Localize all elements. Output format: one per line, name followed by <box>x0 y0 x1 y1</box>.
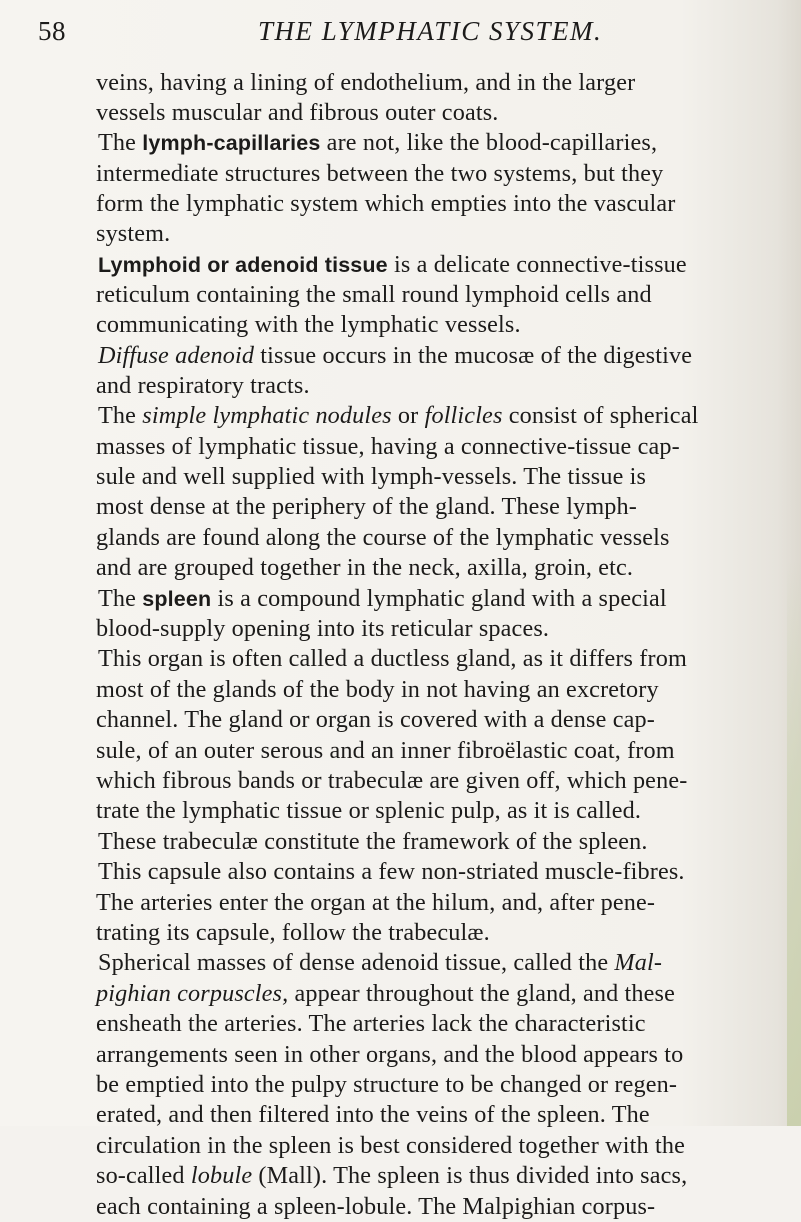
text-run: These trabeculæ constitute the framework of the spleen. <box>98 828 648 855</box>
text-line <box>96 492 637 522</box>
text-line <box>96 310 521 340</box>
text-run: appear throughout the gland, and these <box>288 980 675 1007</box>
text-run: which fibrous bands or trabeculæ are given off, which pene- <box>96 767 688 794</box>
text-run: The arteries enter the organ at the hilum, and, after pene- <box>96 889 656 916</box>
text-run: sule and well supplied with lymph-vessels. The tissue is <box>96 463 647 490</box>
text-line <box>96 371 310 401</box>
text-run: masses of lymphatic tissue, having a connective-tissue cap- <box>96 433 680 460</box>
text-line <box>96 159 663 189</box>
italic-term: pighian corpuscles, <box>96 980 289 1007</box>
text-line <box>98 128 657 158</box>
text-run: and are grouped together in the neck, axilla, groin, etc. <box>96 554 634 581</box>
text-run: or <box>391 402 425 429</box>
bold-term: spleen <box>142 587 212 611</box>
page-number: 58 <box>38 16 66 46</box>
text-run: This organ is often called a ductless gland, as it differs from <box>98 645 687 672</box>
text-run: so-called <box>96 1162 191 1189</box>
text-run: The <box>98 585 143 612</box>
text-run: each containing a spleen-lobule. The Malpighian corpus- <box>96 1193 656 1220</box>
text-line <box>98 827 648 857</box>
text-line <box>96 796 641 826</box>
text-run: veins, having a lining of endothelium, and in the larger <box>96 69 636 96</box>
text-line <box>96 979 675 1009</box>
text-line <box>96 68 635 98</box>
text-line <box>98 341 692 371</box>
text-run: ensheath the arteries. The arteries lack the characteristic <box>96 1010 646 1037</box>
text-run: form the lymphatic system which empties into the vascular <box>96 190 676 217</box>
text-line <box>98 584 667 614</box>
text-line <box>96 705 655 735</box>
text-line <box>96 675 659 705</box>
text-line <box>98 401 698 431</box>
text-line <box>96 736 675 766</box>
text-run: channel. The gland or organ is covered with a dense cap- <box>96 706 655 733</box>
text-line <box>96 1131 685 1161</box>
bold-term: lymph-capillaries <box>142 131 321 155</box>
text-run: The <box>98 402 143 429</box>
text-line <box>98 857 685 887</box>
text-line <box>96 1009 646 1039</box>
text-run: circulation in the spleen is best considered together with the <box>96 1132 685 1159</box>
text-line <box>96 1161 687 1191</box>
text-run: trating its capsule, follow the trabeculæ. <box>96 919 490 946</box>
text-run: is a compound lymphatic gland with a special <box>211 585 667 612</box>
text-line <box>96 432 680 462</box>
text-line <box>96 888 655 918</box>
text-run: consist of spherical <box>502 402 699 429</box>
text-line <box>98 250 687 280</box>
bold-term: Lymphoid or adenoid tissue <box>98 253 388 277</box>
italic-term: Diffuse adenoid <box>98 342 255 369</box>
text-run: trate the lymphatic tissue or splenic pulp, as it is called. <box>96 797 642 824</box>
text-run: vessels muscular and fibrous outer coats. <box>96 99 499 126</box>
text-line <box>98 948 662 978</box>
italic-term: lobule <box>190 1162 253 1189</box>
italic-term: follicles <box>424 402 503 429</box>
text-line <box>96 189 676 219</box>
text-run: sule, of an outer serous and an inner fibroëlastic coat, from <box>96 737 675 764</box>
text-run: Spherical masses of dense adenoid tissue, called the <box>98 949 615 976</box>
text-run: This capsule also contains a few non-striated muscle-fibres. <box>98 858 685 885</box>
text-run: is a delicate connective-tissue <box>387 251 687 278</box>
text-run: The <box>98 129 143 156</box>
text-line <box>96 918 490 948</box>
text-run: arrangements seen in other organs, and the blood appears to <box>96 1041 684 1068</box>
text-line <box>96 98 498 128</box>
text-line <box>96 1070 677 1100</box>
text-run: and respiratory tracts. <box>96 372 310 399</box>
text-run: are not, like the blood-capillaries, <box>320 129 658 156</box>
italic-term: simple lymphatic nodules <box>142 402 392 429</box>
text-line <box>98 644 687 674</box>
text-line <box>96 766 687 796</box>
text-run: be emptied into the pulpy structure to be changed or regen- <box>96 1071 678 1098</box>
text-run: most dense at the periphery of the gland. These lymph- <box>96 493 637 520</box>
page-header <box>20 16 780 56</box>
text-run: intermediate structures between the two systems, but they <box>96 160 664 187</box>
text-run: erated, and then filtered into the veins of the spleen. The <box>96 1101 650 1128</box>
text-run: glands are found along the course of the lymphatic vessels <box>96 524 670 551</box>
text-run: tissue occurs in the mucosæ of the digestive <box>254 342 693 369</box>
text-run: system. <box>96 220 171 247</box>
text-line <box>96 462 646 492</box>
page-edge-discoloration <box>787 560 801 1126</box>
italic-term: Mal- <box>614 949 663 976</box>
text-run: communicating with the lymphatic vessels. <box>96 311 521 338</box>
text-run: most of the glands of the body in not having an excretory <box>96 676 659 703</box>
text-run: blood-supply opening into its reticular spaces. <box>96 615 550 642</box>
text-line <box>96 614 549 644</box>
text-run: reticulum containing the small round lymphoid cells and <box>96 281 652 308</box>
text-line <box>96 1192 655 1222</box>
text-line <box>96 523 670 553</box>
text-line <box>96 553 633 583</box>
text-run: (Mall). The spleen is thus divided into sacs, <box>252 1162 688 1189</box>
text-line <box>96 219 170 249</box>
running-head: THE LYMPHATIC SYSTEM. <box>258 16 603 46</box>
text-line <box>96 1040 683 1070</box>
text-line <box>96 280 652 310</box>
